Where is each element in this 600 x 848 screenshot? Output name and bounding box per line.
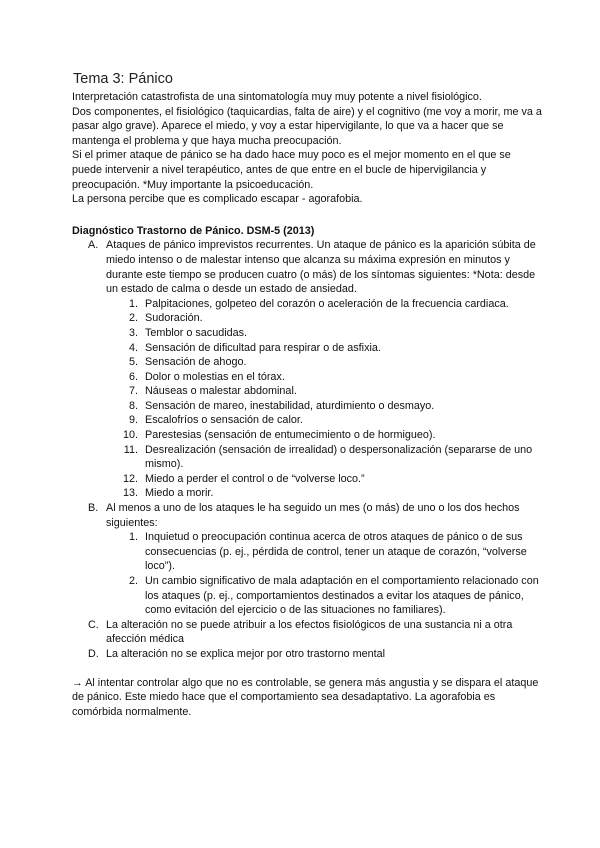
list-item (106, 341, 542, 356)
criterion-a (72, 238, 542, 501)
intro-paragraph: Si el primer ataque de pánico se ha dado hace muy poco es el mejor momento en el que se puede intervenir a nivel terapéutico, antes de que entre en el bucle de hipervigilancia y preocupación. *Muy importante la psicoeducación. (72, 149, 511, 191)
item-marker: 1. (128, 297, 138, 310)
item-marker: 12. (122, 472, 138, 485)
criterion-d (72, 647, 542, 662)
consequence-list (106, 530, 542, 618)
item-marker: 10. (122, 429, 138, 442)
criteria-list (72, 238, 542, 661)
item-text: Sensación de mareo, inestabilidad, aturdimiento o desmayo. (145, 399, 435, 412)
item-marker: 1. (128, 531, 138, 544)
item-marker: 8. (128, 399, 138, 412)
item-marker: 2. (128, 312, 138, 325)
symptom-list (106, 297, 542, 501)
criterion-text: La alteración no se explica mejor por otro trastorno mental (106, 647, 386, 660)
intro-paragraph: La persona percibe que es complicado escapar - agorafobia. (72, 193, 363, 206)
item-marker: 9. (128, 414, 138, 427)
list-item (106, 472, 542, 487)
intro-paragraph: Interpretación catastrofista de una sintomatología muy muy potente a nivel fisiológico. (72, 91, 482, 103)
item-text: Desrealización (sensación de irrealidad) o despersonalización (separarse de uno mismo). (145, 443, 533, 471)
list-item (106, 574, 542, 618)
intro-block (72, 90, 542, 207)
item-marker: 6. (128, 370, 138, 383)
item-marker: 7. (128, 385, 138, 398)
item-text: Temblor o sacudidas. (145, 326, 248, 339)
closing-paragraph: → Al intentar controlar algo que no es controlable, se genera más angustia y se dispara el ataque de pánico. Este miedo hace que el comportamiento sea desadaptativo. La agorafobia es comórbida normalmente. (72, 676, 539, 718)
item-marker: 2. (128, 575, 138, 587)
criterion-marker: A. (88, 239, 99, 252)
criterion-b (72, 501, 542, 618)
criterion-text: La alteración no se puede atribuir a los efectos fisiológicos de una sustancia ni a otra afección médica (106, 618, 513, 646)
item-text: Sudoración. (145, 312, 203, 325)
item-text: Escalofríos o sensación de calor. (145, 414, 303, 427)
list-item (106, 297, 542, 312)
list-item (106, 370, 542, 385)
list-item (106, 355, 542, 370)
item-text: Miedo a morir. (145, 487, 214, 500)
criterion-text: Ataques de pánico imprevistos recurrentes. Un ataque de pánico es la aparición súbita de miedo intenso o de malestar intenso que alcanza su máxima expresión en minutos y durante este tiempo se producen cuatro (o más) de los síntomas siguientes: *Nota: desde un estado de calma o desde un estado de ansiedad. (106, 239, 536, 296)
list-item (106, 530, 542, 574)
criterion-c (72, 618, 542, 647)
item-text: Palpitaciones, golpeteo del corazón o aceleración de la frecuencia cardiaca. (145, 297, 509, 310)
item-text: Miedo a perder el control o de “volverse loco.” (145, 472, 365, 485)
item-text: Parestesias (sensación de entumecimiento o de hormigueo). (145, 429, 436, 442)
criterion-marker: B. (88, 502, 99, 515)
item-marker: 11. (123, 443, 138, 456)
page-title: Tema 3: Pánico (73, 71, 173, 87)
item-marker: 4. (128, 341, 138, 354)
item-text: Sensación de dificultad para respirar o de asfixia. (145, 341, 381, 354)
list-item (106, 428, 542, 443)
list-item (106, 311, 542, 326)
list-item (106, 486, 542, 501)
item-marker: 3. (128, 326, 138, 339)
criterion-text: Al menos a uno de los ataques le ha seguido un mes (o más) de uno o los dos hechos siguientes: (106, 502, 520, 529)
item-marker: 13. (122, 487, 138, 500)
list-item (106, 399, 542, 414)
document-page (72, 70, 542, 719)
section-title: Diagnóstico Trastorno de Pánico. DSM-5 (2013) (72, 224, 315, 237)
item-text: Náuseas o malestar abdominal. (145, 385, 297, 398)
criterion-marker: C. (88, 618, 99, 631)
item-text: Un cambio significativo de mala adaptación en el comportamiento relacionado con los ataques (p. ej., comportamientos destinados a evitar los ataques de pánico, como evitación del ejercicio o de las situaciones no familiares). (145, 575, 539, 617)
intro-paragraph: Dos componentes, el fisiológico (taquicardias, falta de aire) y el cognitivo (me voy a morir, me va a pasar algo grave). Aparece el miedo, y voy a estar hipervigilante, lo que va a hacer que se mantenga el problema y que haya mucha preocupación. (72, 105, 542, 147)
item-text: Sensación de ahogo. (145, 356, 247, 369)
item-text: Dolor o molestias en el tórax. (145, 370, 285, 383)
item-marker: 5. (128, 356, 138, 369)
list-item (106, 443, 542, 472)
item-text: Inquietud o preocupación continua acerca de otros ataques de pánico o de sus consecuencias (p. ej., pérdida de control, tener un ataque de corazón, “volverse loco”). (145, 531, 527, 573)
list-item (106, 413, 542, 428)
list-item (106, 326, 542, 341)
list-item (106, 384, 542, 399)
criterion-marker: D. (88, 647, 99, 660)
